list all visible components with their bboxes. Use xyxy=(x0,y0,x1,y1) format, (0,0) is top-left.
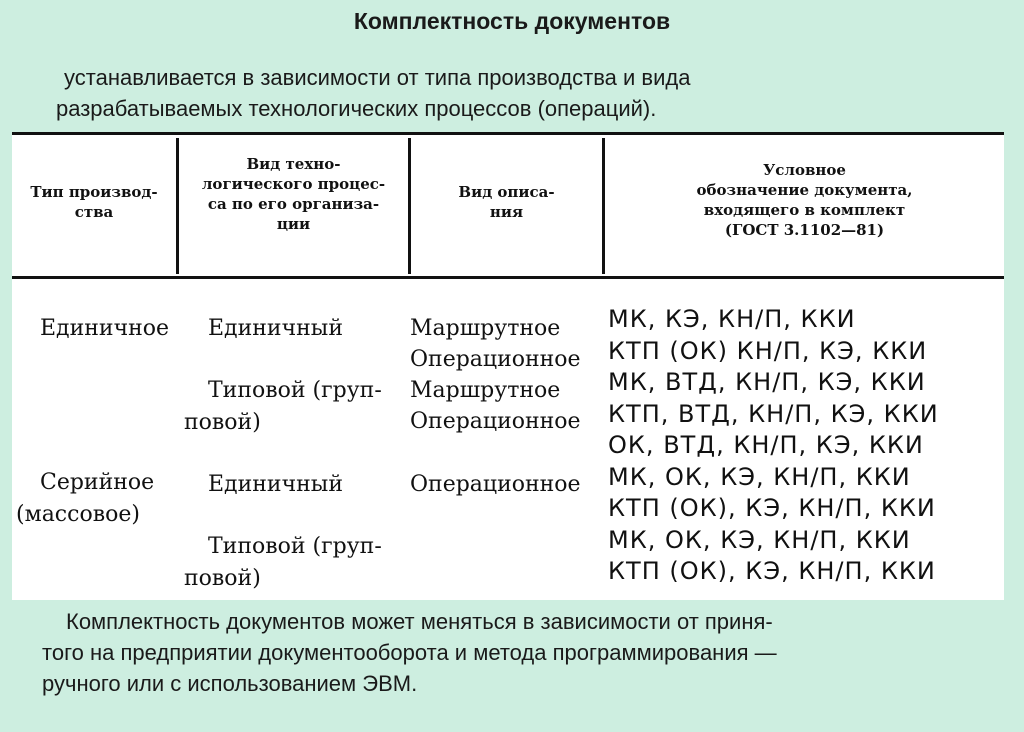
process-single-1: Единичный xyxy=(208,316,343,341)
footer-line-2: того на предприятии документооборота и метода программирования — xyxy=(42,640,777,665)
header-line: обозначение документа, xyxy=(696,181,913,199)
description-operational-1: Операционное xyxy=(410,347,581,372)
header-description-type xyxy=(411,182,602,222)
page-title: Комплектность документов xyxy=(353,8,671,34)
description-route-2: Маршрутное xyxy=(410,378,561,403)
footer-text xyxy=(42,606,992,699)
intro-line-1: устанавливается в зависимости от типа производства и вида xyxy=(64,65,691,90)
process-single-2: Единичный xyxy=(208,472,343,497)
codes-row: КТП (ОК), КЭ, КН/П, ККИ xyxy=(608,494,936,522)
process-typical-2: Типовой (груп- xyxy=(208,534,382,559)
intro-line-2: разрабатываемых технологических процессов (операций). xyxy=(56,96,657,121)
process-typical-2-cont: повой) xyxy=(184,566,261,591)
header-document-designation xyxy=(605,160,1004,240)
process-typical-1: Типовой (груп- xyxy=(208,378,382,403)
codes-row: МК, ОК, КЭ, КН/П, ККИ xyxy=(608,462,911,491)
codes-row: КТП (ОК) КН/П, КЭ, ККИ xyxy=(608,336,928,365)
production-single: Единичное xyxy=(40,316,170,341)
header-line: логического процес- xyxy=(201,175,386,193)
production-serial-mass: (массовое) xyxy=(16,502,140,527)
header-bottom-rule xyxy=(12,276,1004,279)
header-line: (ГОСТ 3.1102—81) xyxy=(724,221,885,239)
codes-row: МК, КЭ, КН/П, ККИ xyxy=(608,305,856,333)
header-line: входящего в комплект xyxy=(703,201,906,219)
document-codes xyxy=(608,304,939,588)
header-line: Вид описа- xyxy=(458,183,555,201)
header-line: Вид техно- xyxy=(246,155,341,173)
intro-text xyxy=(56,62,876,124)
footer-line-3: ручного или с использованием ЭВМ. xyxy=(42,671,418,696)
header-production-type xyxy=(12,182,176,222)
header-line: Условное xyxy=(763,161,846,179)
codes-row: МК, ВТД, КН/П, КЭ, ККИ xyxy=(608,368,926,396)
codes-row: КТП (ОК), КЭ, КН/П, ККИ xyxy=(608,557,936,585)
codes-row: МК, ОК, КЭ, КН/П, ККИ xyxy=(608,525,911,554)
production-serial: Серийное xyxy=(40,470,155,495)
footer-line-1: Комплектность документов может меняться в зависимости от приня- xyxy=(66,609,773,634)
document-table xyxy=(12,132,1004,600)
codes-row: ОК, ВТД, КН/П, КЭ, ККИ xyxy=(608,431,924,459)
header-line: ния xyxy=(489,203,524,221)
header-line: Тип производ- xyxy=(30,183,158,201)
header-line: ции xyxy=(276,215,311,233)
table-top-rule xyxy=(12,132,1004,135)
description-operational-3: Операционное xyxy=(410,472,581,497)
description-route-1: Маршрутное xyxy=(410,316,561,341)
header-line: ства xyxy=(74,203,114,221)
header-process-type xyxy=(179,154,408,234)
process-typical-1-cont: повой) xyxy=(184,410,261,435)
codes-row: КТП, ВТД, КН/П, КЭ, ККИ xyxy=(608,399,939,428)
header-line: са по его организа- xyxy=(207,195,380,213)
description-operational-2: Операционное xyxy=(410,409,581,434)
